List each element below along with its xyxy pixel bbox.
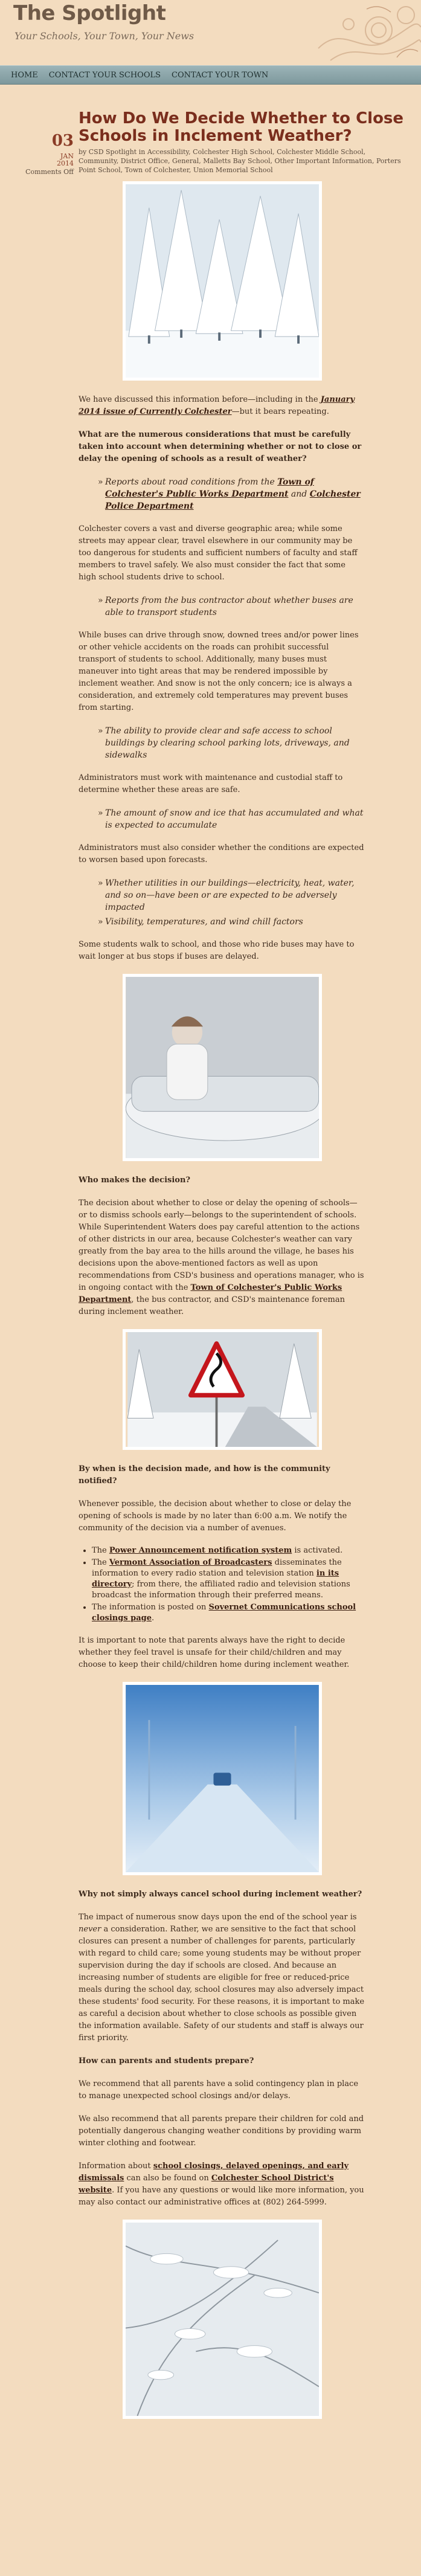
directory-link[interactable]: in its directory: [92, 1569, 339, 1589]
text-span: disseminates the information to every radio station and television station: [92, 1558, 342, 1578]
considerations-list-1: [79, 476, 365, 512]
para-geography: Colchester covers a vast and diverse geographic area; while some streets may appear clear, travel elsewhere in our community may be too dangerous for students and sufficient numbers of faculty and staff members to travel safely. We also must consider the fact that some high school students drive to school.: [79, 524, 358, 582]
text-span: can also be found on: [124, 2174, 211, 2183]
list-item: [92, 1602, 365, 1624]
blizzard-road-photo: [123, 1682, 322, 1875]
notification-list: [79, 1545, 365, 1624]
text-span: The: [92, 1558, 109, 1567]
para-information: [79, 2160, 365, 2209]
text-span: The impact of numerous snow days upon the end of the school year is: [79, 1913, 357, 1922]
text-span: Information about: [79, 2162, 153, 2171]
closings-link[interactable]: school closings, delayed openings, and early dismissals: [79, 2162, 349, 2183]
heading-who-decides: Who makes the decision?: [79, 1176, 191, 1185]
text-span: The: [92, 1546, 109, 1555]
considerations-list-3: [79, 725, 365, 761]
para-buses: While buses can drive through snow, downed trees and/or power lines or other vehicle accidents on the roads can prohibit successful transport of students to school. Additionally, many buses must maneuver into tight areas that may be rendered impossible by inclement weather. And snow is not the only concern; ice is always a consideration, and extremely cold temperatures may prevent buses from starting.: [79, 631, 359, 712]
post-title[interactable]: How Do We Decide Whether to Close Schools in Inclement Weather?: [79, 109, 404, 145]
para-walkers: Some students walk to school, and those who ride buses may have to wait longer at bus stops if buses are delayed.: [79, 940, 355, 961]
nav-contact-schools[interactable]: CONTACT YOUR SCHOOLS: [48, 70, 161, 80]
heading-considerations: What are the numerous considerations that must be carefully taken into account when determining whether or not to close or delay the opening of schools as a result of weather?: [79, 430, 362, 463]
para-forecasts: Administrators must also consider whether the conditions are expected to worsen based upon forecasts.: [79, 843, 364, 865]
comments-status: Comments Off: [25, 168, 74, 176]
considerations-list-4: [79, 807, 365, 831]
considerations-list-5: [79, 877, 365, 928]
january-issue-link[interactable]: January 2014 issue of Currently Colchester: [79, 395, 355, 416]
text-span: and: [288, 489, 310, 499]
nav-home[interactable]: HOME: [11, 70, 38, 80]
list-item: » Whether utilities in our buildings—electricity, heat, water, and so on—have been or are expected to be adversely impacted: [79, 877, 365, 913]
main-nav: [0, 65, 421, 85]
site-title[interactable]: The Spotlight: [13, 1, 166, 25]
para-maintenance: Administrators must work with maintenance and custodial staff to determine whether these areas are safe.: [79, 773, 343, 794]
para-notify: Whenever possible, the decision about whether to close or delay the opening of schools is made by no later than 6:00 a.m. We notify the community of the decision via a number of avenues.: [79, 1499, 352, 1533]
decorative-swirl-icon: [306, 0, 421, 65]
heading-when-notified: By when is the decision made, and how is the community notified?: [79, 1464, 330, 1486]
post-content: [79, 181, 365, 2419]
district-website-link[interactable]: Colchester School District's website: [79, 2174, 334, 2195]
text-span: Reports about road conditions from the: [105, 477, 278, 487]
sovernet-link[interactable]: Sovernet Communications school closings page: [92, 1603, 356, 1623]
post-meta: by CSD Spotlight in Accessibility, Colchester High School, Colchester Middle School, Community, District Office, General, Malletts Bay School, Other Important Information, Porters Point School, Town of Colchester, Union Memorial School: [79, 148, 401, 174]
list-item: » Visibility, temperatures, and wind chill factors: [79, 916, 365, 928]
list-item: [79, 476, 365, 512]
road-sign-photo: [123, 1329, 322, 1450]
text-span: . If you have any questions or would like more information, you may also contact our administrative offices at (802) 264-5999.: [79, 2186, 364, 2207]
broadcasters-link[interactable]: Vermont Association of Broadcasters: [109, 1558, 272, 1567]
text-span: ; from there, the affiliated radio and television stations broadcast the information through their preferred means.: [92, 1580, 350, 1600]
scraping-car-photo: [123, 974, 322, 1161]
text-span: The decision about whether to close or delay the opening of schools—or to dismiss schools early—belongs to the superintendent of schools. While Superintendent Waters does pay careful attention to the actions of other districts in our area, because Colchester's weather can vary greatly from the bay area to the hills around the village, he bases his decisions upon the above-mentioned factors as well as upon recommendations from CSD's business and operations manager, who is in ongoing contact with the: [79, 1199, 364, 1292]
text-span: We have discussed this information before—including in the: [79, 395, 321, 404]
text-span: The information is posted on: [92, 1603, 209, 1612]
text-span: , the bus contractor, and CSD's maintenance foreman during inclement weather.: [79, 1295, 345, 1316]
public-works-link-2[interactable]: Town of Colchester's Public Works Department: [79, 1283, 342, 1304]
text-span: a consideration. Rather, we are sensitive to the fact that school closures can present a number of challenges for parents, particularly with regard to child care; some young students may be without proper supervision during the day if schools are closed. And because an increasing number of students are eligible for free or reduced-price meals during the school day, school closures may also adversely impact these students' food security. For these reasons, it is important to make as careful a decision about whether to close schools as possible given the information available. Safety of our students and staff is always our first priority.: [79, 1925, 365, 2043]
para-impact: [79, 1911, 365, 2044]
heading-prepare: How can parents and students prepare?: [79, 2056, 254, 2066]
post-date-month: JAN: [60, 152, 74, 160]
text-span: is activated.: [292, 1546, 343, 1555]
text-span: .: [152, 1614, 155, 1623]
public-works-link[interactable]: Town of Colchester's Public Works Department: [105, 477, 314, 499]
snowy-trees-photo: [123, 181, 322, 381]
para-decision: [79, 1197, 365, 1318]
power-announcement-link[interactable]: Power Announcement notification system: [109, 1546, 292, 1555]
considerations-list-2: [79, 594, 365, 619]
site-header: [0, 0, 421, 65]
list-item: » The ability to provide clear and safe access to school buildings by clearing school parking lots, driveways, and sidewalks: [79, 725, 365, 761]
para-parents-right: It is important to note that parents always have the right to decide whether they feel travel is unsafe for their child/children and may choose to keep their child/children home during inclement weather.: [79, 1636, 350, 1669]
list-item: [92, 1545, 365, 1556]
post-date-year: 2014: [57, 159, 74, 167]
heading-why-not-cancel: Why not simply always cancel school during inclement weather?: [79, 1890, 362, 1899]
snow-branches-photo: [123, 2220, 322, 2419]
list-item: » The amount of snow and ice that has accumulated and what is expected to accumulate: [79, 807, 365, 831]
police-department-link[interactable]: Colchester Police Department: [105, 489, 361, 511]
post-date-day: 03: [51, 132, 74, 150]
text-span: never: [79, 1925, 101, 1934]
text-span: —but it bears repeating.: [231, 407, 329, 416]
nav-contact-town[interactable]: CONTACT YOUR TOWN: [172, 70, 269, 80]
list-item: » Reports from the bus contractor about whether buses are able to transport students: [79, 594, 365, 619]
para-contingency: We recommend that all parents have a solid contingency plan in place to manage unexpected school closings and/or delays.: [79, 2079, 359, 2101]
site-tagline: Your Schools, Your Town, Your News: [14, 30, 194, 42]
para-clothing: We also recommend that all parents prepare their children for cold and potentially dangerous changing weather conditions by providing warm winter clothing and footwear.: [79, 2114, 364, 2148]
list-item: [92, 1557, 365, 1601]
para-intro: [79, 394, 365, 418]
